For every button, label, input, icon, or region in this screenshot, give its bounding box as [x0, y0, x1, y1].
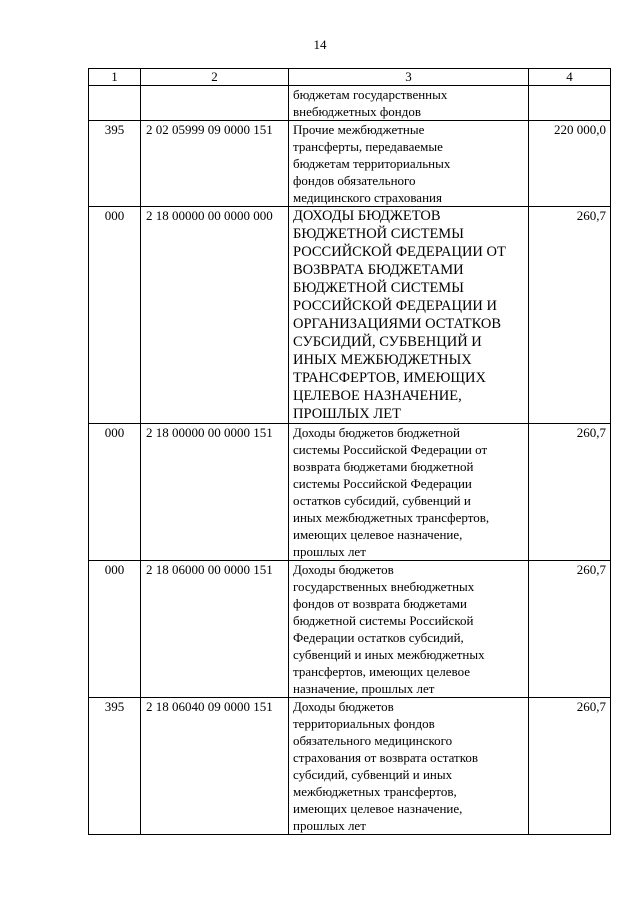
table-row	[89, 86, 611, 121]
row-amount-cell: 260,7	[529, 207, 611, 424]
row-amount-cell: 260,7	[529, 698, 611, 835]
row-amount-cell: 260,7	[529, 561, 611, 698]
row-code-cell	[141, 86, 289, 121]
table-row	[89, 698, 611, 835]
row-col1-cell: 395	[89, 698, 141, 835]
row-code-cell: 2 18 06040 09 0000 151	[141, 698, 289, 835]
row-code-cell: 2 18 00000 00 0000 000	[141, 207, 289, 424]
row-col1-cell	[89, 86, 141, 121]
row-name-cell: Доходы бюджетов территориальных фондов обязательного медицинского страхования от возврата остатков субсидий, субвенций и иных межбюджетных трансфертов, имеющих целевое назначение, прошлых лет	[289, 698, 529, 835]
row-code-cell: 2 02 05999 09 0000 151	[141, 121, 289, 207]
column-header-4: 4	[529, 69, 611, 86]
row-code-cell: 2 18 06000 00 0000 151	[141, 561, 289, 698]
column-header-2: 2	[141, 69, 289, 86]
budget-table	[88, 68, 611, 835]
row-amount-cell: 220 000,0	[529, 121, 611, 207]
table-row	[89, 207, 611, 424]
row-name-cell: Прочие межбюджетные трансферты, передаваемые бюджетам территориальных фондов обязательного медицинского страхования	[289, 121, 529, 207]
row-name-cell: Доходы бюджетов бюджетной системы Российской Федерации от возврата бюджетами бюджетной системы Российской Федерации остатков субсидий, субвенций и иных межбюджетных трансфертов, имеющих целевое назначение, прошлых лет	[289, 424, 529, 561]
table-row	[89, 561, 611, 698]
row-code-cell: 2 18 00000 00 0000 151	[141, 424, 289, 561]
row-col1-cell: 000	[89, 561, 141, 698]
row-amount-cell: 260,7	[529, 424, 611, 561]
row-col1-cell: 000	[89, 207, 141, 424]
table-row	[89, 424, 611, 561]
row-name-cell: Доходы бюджетов государственных внебюджетных фондов от возврата бюджетами бюджетной системы Российской Федерации остатков субсидий, субвенций и иных межбюджетных трансфертов, имеющих целевое назначение, прошлых лет	[289, 561, 529, 698]
row-col1-cell: 395	[89, 121, 141, 207]
row-col1-cell: 000	[89, 424, 141, 561]
row-amount-cell	[529, 86, 611, 121]
column-header-1: 1	[89, 69, 141, 86]
table-header-row	[89, 69, 611, 86]
table-row	[89, 121, 611, 207]
column-header-3: 3	[289, 69, 529, 86]
row-name-cell: бюджетам государственных внебюджетных фондов	[289, 86, 529, 121]
row-name-cell: ДОХОДЫ БЮДЖЕТОВ БЮДЖЕТНОЙ СИСТЕМЫ РОССИЙСКОЙ ФЕДЕРАЦИИ ОТ ВОЗВРАТА БЮДЖЕТАМИ БЮДЖЕТНОЙ СИСТЕМЫ РОССИЙСКОЙ ФЕДЕРАЦИИ И ОРГАНИЗАЦИЯМИ ОСТАТКОВ СУБСИДИЙ, СУБВЕНЦИЙ И ИНЫХ МЕЖБЮДЖЕТНЫХ ТРАНСФЕРТОВ, ИМЕЮЩИХ ЦЕЛЕВОЕ НАЗНАЧЕНИЕ, ПРОШЛЫХ ЛЕТ	[289, 207, 529, 424]
page-number: 14	[313, 37, 327, 52]
